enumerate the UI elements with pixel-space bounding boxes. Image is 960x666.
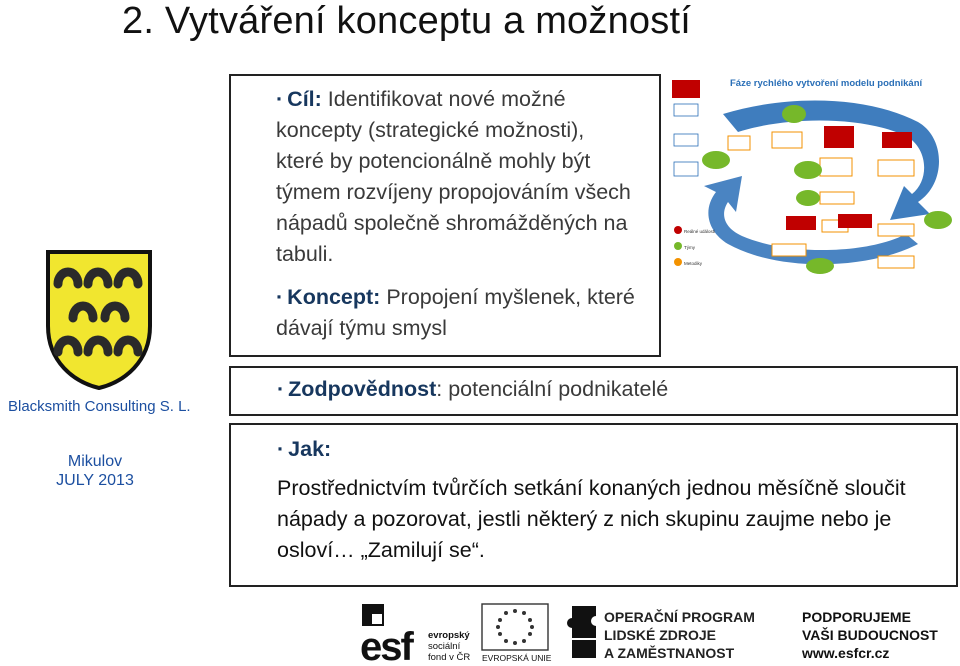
horseshoe-shield-logo (44, 248, 154, 390)
business-model-phases-diagram (668, 74, 958, 284)
footer-logos (360, 598, 960, 664)
goal-label: Cíl: (287, 87, 322, 111)
program-line-2: LIDSKÉ ZDROJE (604, 627, 717, 643)
esf-line-3: fond v ČR (428, 652, 471, 663)
esf-line-2: sociální (428, 641, 461, 652)
goal-paragraph (276, 84, 636, 270)
eu-label: EVROPSKÁ UNIE (482, 653, 552, 663)
concept-label: Koncept: (287, 285, 381, 309)
location: Mikulov (67, 453, 123, 470)
company-name: Blacksmith Consulting S. L. (8, 398, 191, 415)
footer-url: www.esfcr.cz (802, 645, 890, 661)
diagram-title: Fáze rychlého vytvoření modelu podnikání (730, 78, 923, 89)
date: JULY 2013 (56, 472, 134, 489)
goal-text: Identifikovat nové možné koncepty (strategické možnosti), které by potencionálně mohly být týmem rozvíjeny propojováním všech nápadů společně shromážděných na tabuli. (276, 87, 631, 266)
bullet: · (277, 377, 285, 401)
bullet: · (276, 87, 284, 111)
how-heading (277, 434, 331, 465)
bullet: · (276, 285, 284, 309)
concept-text: Propojení myšlenek, které dávají týmu smysl (276, 285, 635, 340)
how-text: Prostřednictvím tvůrčích setkání konaných jednou měsíčně sloučit nápady a pozorovat, jestli některý z nich skupinu zaujme nebo je osloví… „Zamilují se“. (277, 476, 906, 562)
legend-item-teams: Týmy (684, 245, 695, 250)
slide-title: 2. Vytváření konceptu a možností (122, 0, 691, 42)
support-line-2: VAŠI BUDOUCNOST (802, 627, 938, 643)
how-label: Jak: (288, 437, 332, 461)
responsibility-paragraph (277, 374, 947, 405)
esf-line-1: evropský (428, 630, 470, 641)
responsibility-label: Zodpovědnost (288, 377, 437, 401)
esf-logo (360, 604, 414, 664)
program-line-1: OPERAČNÍ PROGRAM (604, 609, 755, 625)
bullet: · (277, 437, 285, 461)
program-line-3: A ZAMĚSTNANOST (604, 645, 735, 661)
concept-paragraph (276, 282, 646, 344)
legend-item-events: Reálné události (684, 229, 716, 234)
legend-item-methods: Metodiky (684, 261, 703, 266)
location-date (40, 452, 150, 490)
responsibility-text: : potenciální podnikatelé (436, 377, 669, 401)
svg-text:esf: esf (360, 625, 412, 664)
puzzle-icon (567, 606, 596, 638)
support-line-1: PODPORUJEME (802, 609, 911, 625)
